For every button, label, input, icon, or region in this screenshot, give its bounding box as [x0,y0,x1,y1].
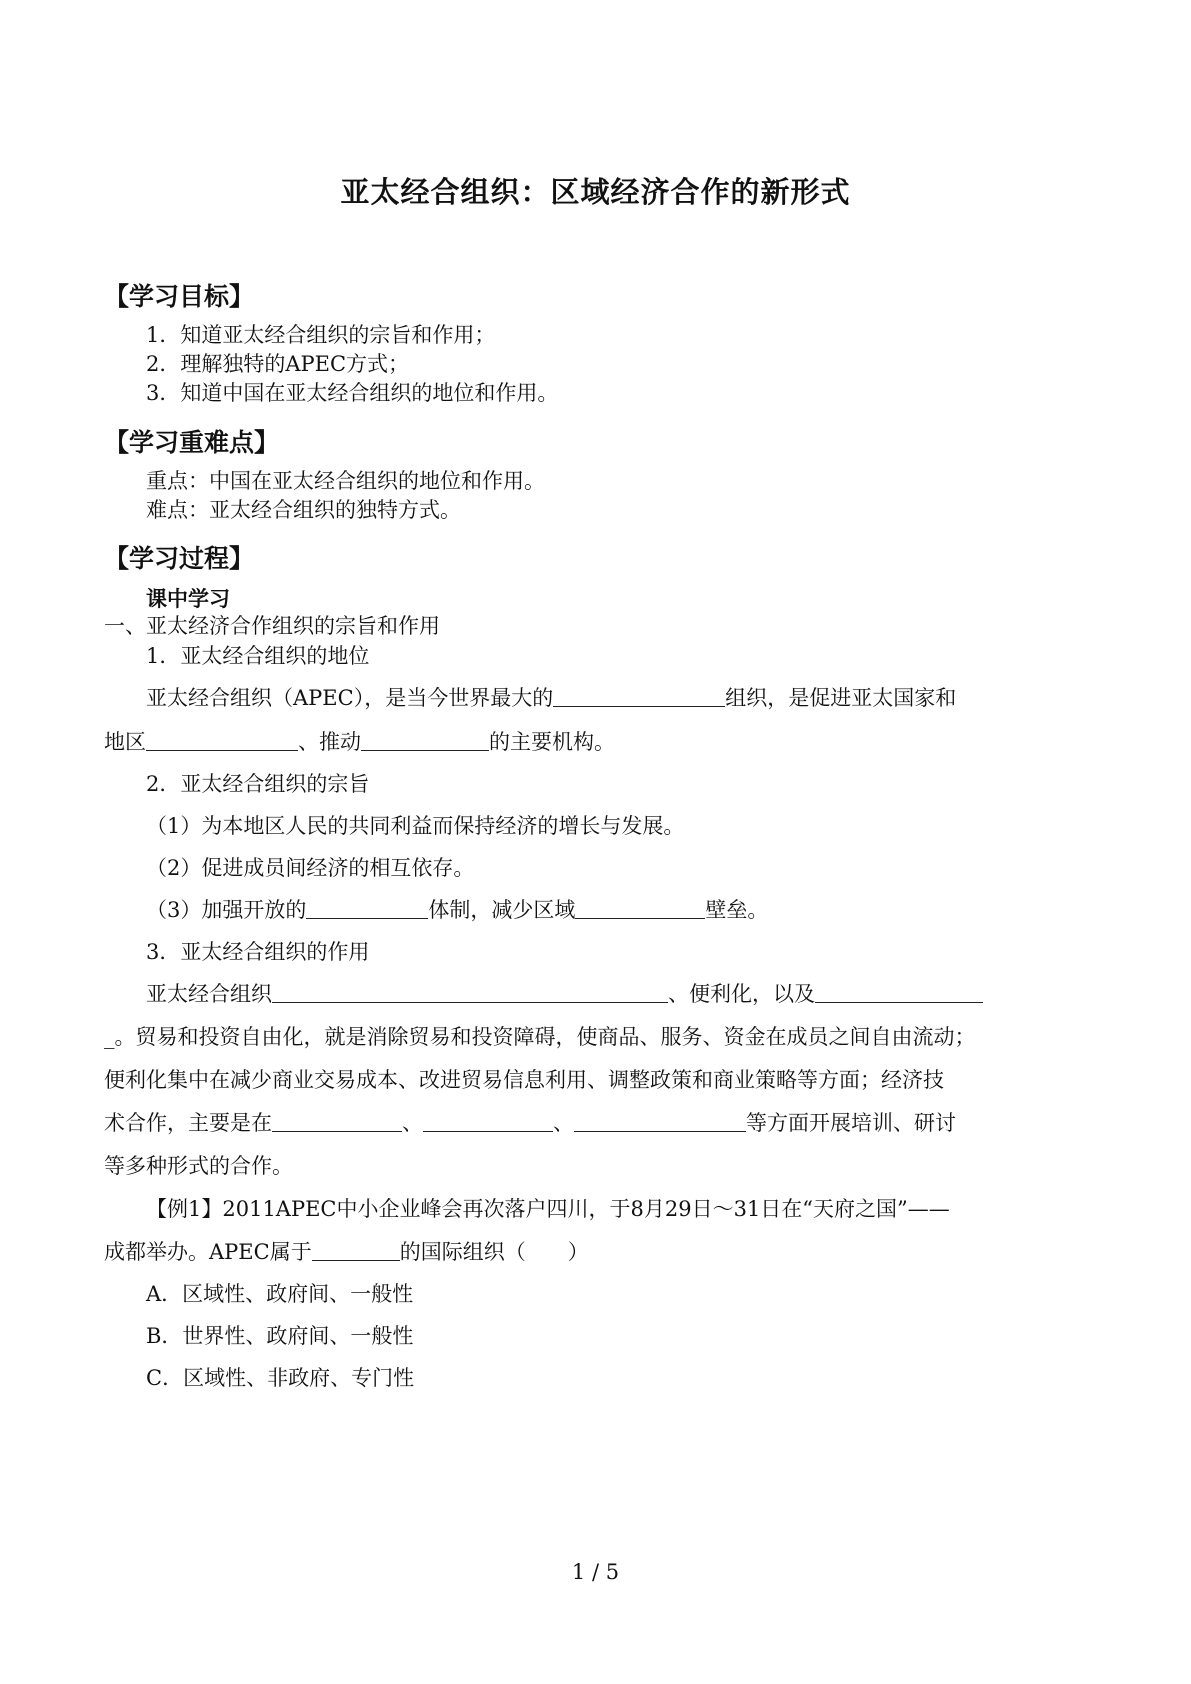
fill-blank[interactable] [815,982,983,1003]
point-title: 1．亚太经合组织的地位 [146,644,370,668]
objectives-heading: 【学习目标】 [104,282,255,311]
aim-item: （2）促进成员间经济的相互依存。 [146,856,475,880]
option-a[interactable]: A．区域性、政府间、一般性 [146,1282,414,1306]
fill-blank[interactable] [575,898,705,919]
fill-blank[interactable] [361,730,489,751]
example-question: 【例1】2011APEC中小企业峰会再次落户四川，于8月29日～31日在“天府之国”—— [146,1197,950,1221]
keypoint-item: 难点：亚太经合组织的独特方式。 [146,498,461,522]
objective-item: 3．知道中国在亚太经合组织的地位和作用。 [146,381,559,405]
paragraph-line: 等多种形式的合作。 [104,1154,293,1178]
keypoints-heading: 【学习重难点】 [104,428,280,457]
paragraph-line: 亚太经合组织（APEC），是当今世界最大的 组织，是促进亚太国家和 [146,686,957,710]
fill-blank[interactable] [272,982,668,1003]
paragraph-line: 便利化集中在减少商业交易成本、改进贸易信息利用、调整政策和商业策略等方面；经济技 [104,1068,944,1092]
point-title: 3．亚太经合组织的作用 [146,940,370,964]
option-c[interactable]: C．区域性、非政府、专门性 [146,1366,415,1390]
fill-blank[interactable] [306,898,428,919]
aim-item: （3）加强开放的 体制，减少区域 壁垒。 [146,898,769,922]
page-number: 1 / 5 [571,1560,620,1584]
page-title: 亚太经合组织：区域经济合作的新形式 [340,175,851,209]
paragraph-line: 亚太经合组织 、便利化，以及 [146,979,983,1009]
objective-item: 2．理解独特的APEC方式； [146,352,410,376]
objective-item: 1．知道亚太经合组织的宗旨和作用； [146,323,496,347]
paragraph-line: 术合作，主要是在 、 、 等方面开展培训、研讨 [104,1111,956,1135]
fill-blank[interactable] [423,1111,553,1132]
part-heading: 一、亚太经济合作组织的宗旨和作用 [104,614,440,638]
process-heading: 【学习过程】 [104,544,255,573]
example-question: 成都举办。APEC属于 的国际组织（ ） [104,1240,589,1264]
fill-blank[interactable] [146,730,298,751]
fill-blank[interactable] [272,1111,402,1132]
fill-blank[interactable] [553,686,725,707]
paragraph-line: 地区 、推动 的主要机构。 [104,730,615,754]
fill-blank[interactable] [312,1240,400,1261]
aim-item: （1）为本地区人民的共同利益而保持经济的增长与发展。 [146,814,685,838]
paragraph-line: _。贸易和投资自由化，就是消除贸易和投资障碍，使商品、服务、资金在成员之间自由流动； [104,1025,976,1049]
fill-blank[interactable] [574,1111,746,1132]
point-title: 2．亚太经合组织的宗旨 [146,772,370,796]
option-b[interactable]: B．世界性、政府间、一般性 [146,1324,414,1348]
process-subheading: 课中学习 [146,587,230,611]
keypoint-item: 重点：中国在亚太经合组织的地位和作用。 [146,469,545,493]
